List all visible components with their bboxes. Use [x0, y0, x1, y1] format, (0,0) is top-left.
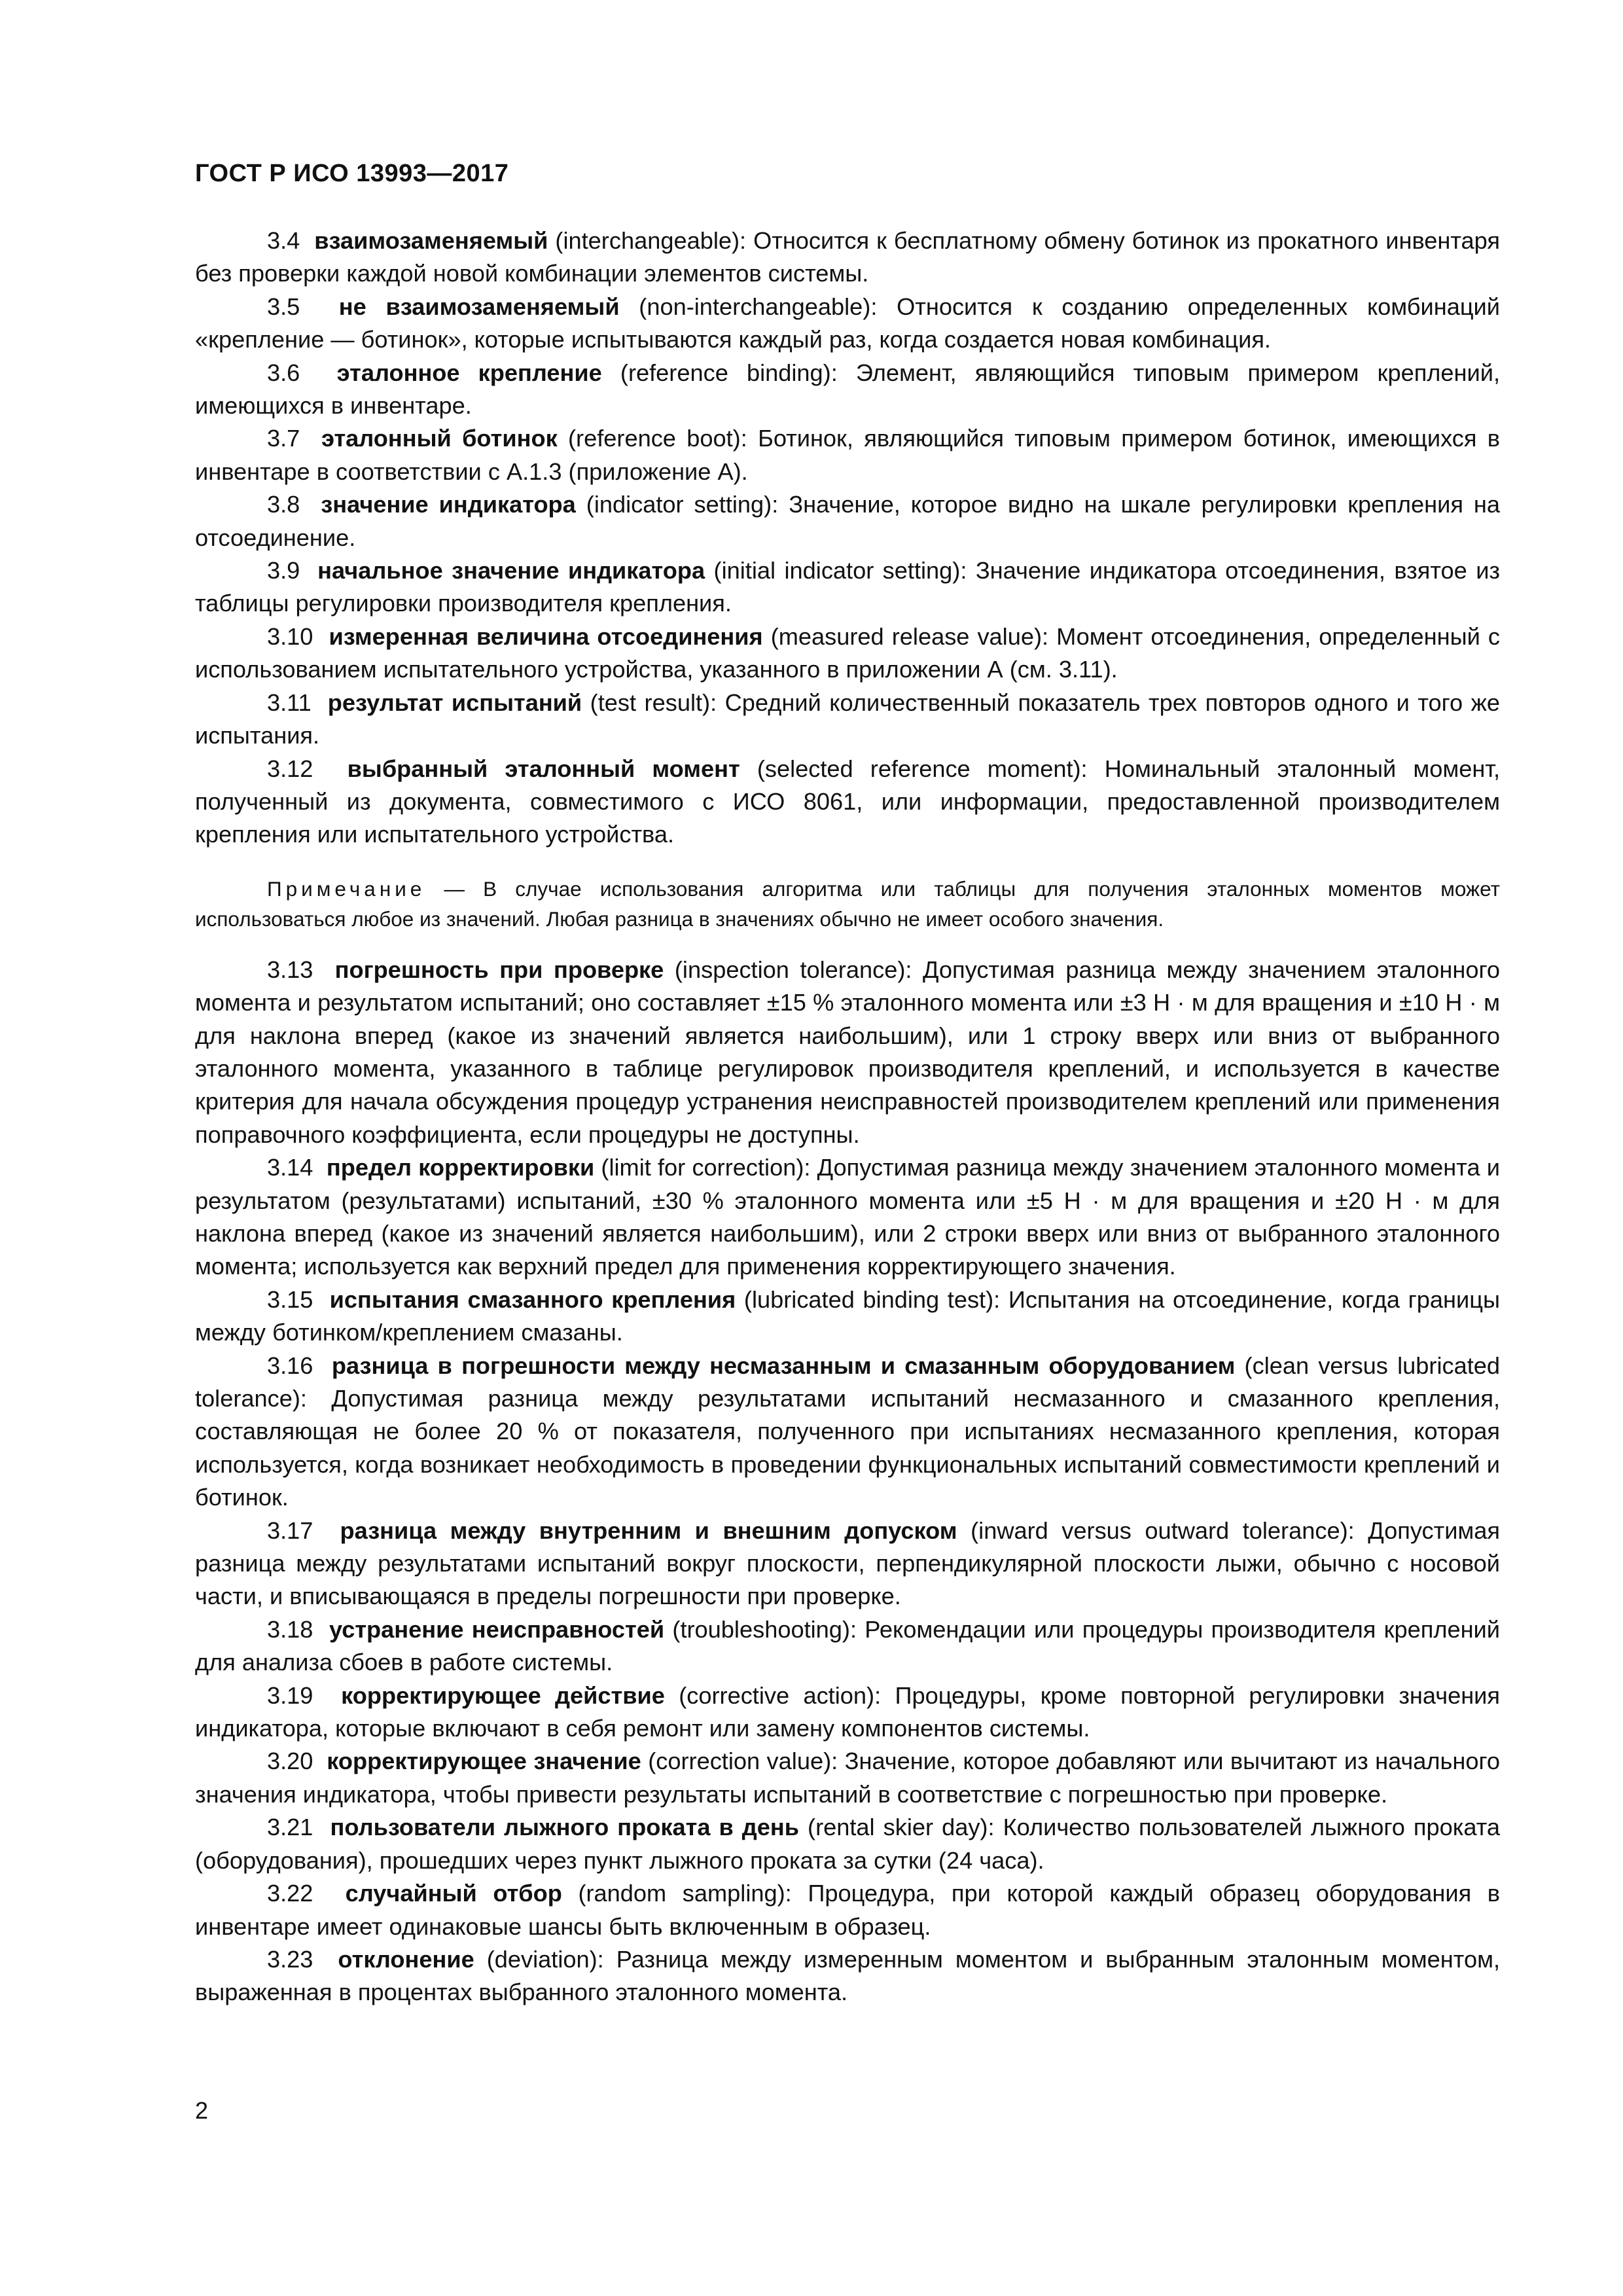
definition-number: 3.8: [267, 491, 300, 518]
definition-number: 3.9: [267, 557, 300, 584]
definition-term: не взаимозаменяемый: [338, 293, 620, 320]
definition-term: разница между внутренним и внешним допуском: [340, 1516, 957, 1544]
definition-text: (clean versus lubricated tolerance): Допустимая разница между результатами испытаний несмазанного и смазанного крепления, составляющая не более 20 % от показателя, полученного при испытаниях несмазанного крепления, которая используется, когда возникает необходимость в проведении функциональных испытаний совместимости креплений и ботинок.: [195, 1352, 1501, 1511]
definition-text: (lubricated binding test): Испытания на отсоединение, когда границы между ботинком/креплением смазаны.: [195, 1285, 1500, 1346]
definition-paragraph: [195, 1943, 1500, 2009]
definition-text: (random sampling): Процедура, при которой каждый образец оборудования в инвентаре имеет одинаковые шансы быть включенным в образец.: [195, 1880, 1500, 1940]
definition-paragraph: [195, 753, 1500, 852]
definition-term: начальное значение индикатора: [317, 557, 705, 584]
definition-number: 3.19: [267, 1681, 313, 1709]
definition-number: 3.22: [267, 1880, 313, 1907]
definition-paragraph: [195, 954, 1500, 1151]
definition-text: (measured release value): Момент отсоединения, определенный с использованием испытательного устройства, указанного в приложении А (см. 3.11).: [195, 622, 1500, 683]
note-block: [195, 874, 1500, 934]
definition-paragraph: [195, 620, 1500, 687]
definition-paragraph: [195, 224, 1500, 291]
definition-number: 3.16: [267, 1352, 313, 1379]
definition-paragraph: [195, 1745, 1500, 1811]
document-body: [195, 224, 1500, 2009]
definition-number: 3.6: [267, 359, 300, 386]
definition-text: (deviation): Разница между измеренным моментом и выбранным эталонным моментом, выраженная в процентах выбранного эталонного момента.: [195, 1945, 1501, 2006]
definition-paragraph: [195, 1613, 1500, 1679]
definition-paragraph: [195, 422, 1500, 488]
definition-term: результат испытаний: [327, 689, 582, 716]
definition-number: 3.10: [267, 622, 313, 650]
definition-number: 3.11: [267, 689, 312, 716]
definition-number: 3.13: [267, 956, 313, 983]
definition-term: предел корректировки: [326, 1154, 595, 1181]
definition-term: устранение неисправностей: [329, 1615, 665, 1643]
definition-paragraph: [195, 488, 1500, 554]
definition-term: погрешность при проверке: [334, 956, 664, 983]
definition-term: выбранный эталонный момент: [347, 755, 740, 782]
definition-text: (indicator setting): Значение, которое видно на шкале регулировки крепления на отсоединение.: [195, 491, 1500, 551]
definition-number: 3.14: [267, 1154, 313, 1181]
definitions-group-b: [195, 954, 1500, 2009]
definitions-group-a: [195, 224, 1500, 852]
definition-term: корректирующее действие: [341, 1681, 665, 1709]
definition-number: 3.15: [267, 1285, 313, 1313]
definition-term: значение индикатора: [321, 491, 576, 518]
definition-paragraph: [195, 1515, 1500, 1613]
definition-number: 3.4: [267, 227, 300, 254]
definition-number: 3.18: [267, 1615, 313, 1643]
definition-number: 3.17: [267, 1516, 313, 1544]
definition-term: испытания смазанного крепления: [329, 1285, 736, 1313]
definition-term: взаимозаменяемый: [314, 227, 548, 254]
definition-text: (correction value): Значение, которое добавляют или вычитают из начального значения индикатора, чтобы привести результаты испытаний в соответствие с погрешностью при проверке.: [195, 1748, 1500, 1808]
definition-text: (inspection tolerance): Допустимая разница между значением эталонного момента и результатом испытаний; оно составляет ±15 % эталонного момента или ±3 Н · м для вращения и ±10 Н · м для наклона вперед (какое из значений является наибольшим), или 1 строку вверх или вниз от выбранного эталонного момента, указанного в таблице регулировок производителя креплений, и используется в качестве критерия для начала обсуждения процедур устранения неисправностей производителем креплений или применения поправочного коэффициента, если процедуры не доступны.: [195, 956, 1500, 1148]
definition-term: эталонное крепление: [336, 359, 602, 386]
definition-paragraph: [195, 1283, 1500, 1350]
definition-paragraph: [195, 357, 1500, 423]
definition-number: 3.20: [267, 1748, 313, 1775]
definition-text: (test result): Средний количественный показатель трех повторов одного и того же испытания.: [195, 689, 1500, 749]
definition-text: (non-interchangeable): Относится к созданию определенных комбинаций «крепление — ботинок», которые испытываются каждый раз, когда создается новая комбинация.: [195, 293, 1500, 353]
definition-text: (initial indicator setting): Значение индикатора отсоединения, взятое из таблицы регулировки производителя крепления.: [195, 557, 1500, 617]
definition-number: 3.7: [267, 425, 300, 452]
definition-number: 3.21: [267, 1814, 313, 1841]
definition-term: эталонный ботинок: [321, 425, 558, 452]
definition-term: отклонение: [338, 1945, 474, 1973]
definition-text: (selected reference moment): Номинальный эталонный момент, полученный из документа, совместимого с ИСО 8061, или информации, предоставленной производителем крепления или испытательного устройства.: [195, 755, 1500, 848]
definition-text: (interchangeable): Относится к бесплатному обмену ботинок из прокатного инвентаря без проверки каждой новой комбинации элементов системы.: [195, 227, 1500, 287]
definition-term: корректирующее значение: [327, 1748, 641, 1775]
definition-paragraph: [195, 687, 1500, 753]
definition-paragraph: [195, 1151, 1500, 1283]
definition-paragraph: [195, 1350, 1500, 1515]
definition-number: 3.5: [267, 293, 300, 320]
definition-text: (reference boot): Ботинок, являющийся типовым примером ботинок, имеющихся в инвентаре в соответствии с А.1.3 (приложение А).: [195, 425, 1501, 485]
document-header: ГОСТ Р ИСО 13993—2017: [195, 160, 509, 187]
definition-text: (corrective action): Процедуры, кроме повторной регулировки значения индикатора, которые включают в себя ремонт или замену компонентов системы.: [195, 1681, 1500, 1742]
definition-text: (reference binding): Элемент, являющийся типовым примером креплений, имеющихся в инвентаре.: [195, 359, 1500, 420]
definition-number: 3.23: [267, 1945, 313, 1973]
note-label: Примечание: [267, 876, 426, 901]
definition-text: (troubleshooting): Рекомендации или процедуры производителя креплений для анализа сбоев в работе системы.: [195, 1615, 1500, 1676]
definition-paragraph: [195, 1679, 1500, 1746]
definition-term: случайный отбор: [345, 1880, 562, 1907]
definition-paragraph: [195, 1811, 1500, 1877]
page-number: 2: [195, 2097, 209, 2124]
definition-paragraph: [195, 291, 1500, 357]
definition-term: измеренная величина отсоединения: [329, 622, 763, 650]
definition-term: пользователи лыжного проката в день: [330, 1814, 799, 1841]
definition-text: (limit for correction): Допустимая разница между значением эталонного момента и результатом (результатами) испытаний, ±30 % эталонного момента или ±5 Н · м для вращения и ±20 Н · м для наклона вперед (какое из значений является наибольшим), или 2 строки вверх или вниз от выбранного эталонного момента; используется как верхний предел для применения корректирующего значения.: [195, 1154, 1501, 1280]
definition-paragraph: [195, 554, 1500, 620]
definition-text: (inward versus outward tolerance): Допустимая разница между результатами испытаний вокруг плоскости, перпендикулярной плоскости лыжи, обычно с носовой части, и вписывающаяся в пределы погрешности при проверке.: [195, 1516, 1501, 1610]
definition-number: 3.12: [267, 755, 313, 782]
definition-text: (rental skier day): Количество пользователей лыжного проката (оборудования), прошедших через пункт лыжного проката за сутки (24 часа).: [195, 1814, 1501, 1874]
definition-paragraph: [195, 1877, 1500, 1943]
definition-term: разница в погрешности между несмазанным и смазанным оборудованием: [331, 1352, 1236, 1379]
note-text: — В случае использования алгоритма или таблицы для получения эталонных моментов может использоваться любое из значений. Любая разница в значениях обычно не имеет особого значения.: [195, 876, 1500, 931]
